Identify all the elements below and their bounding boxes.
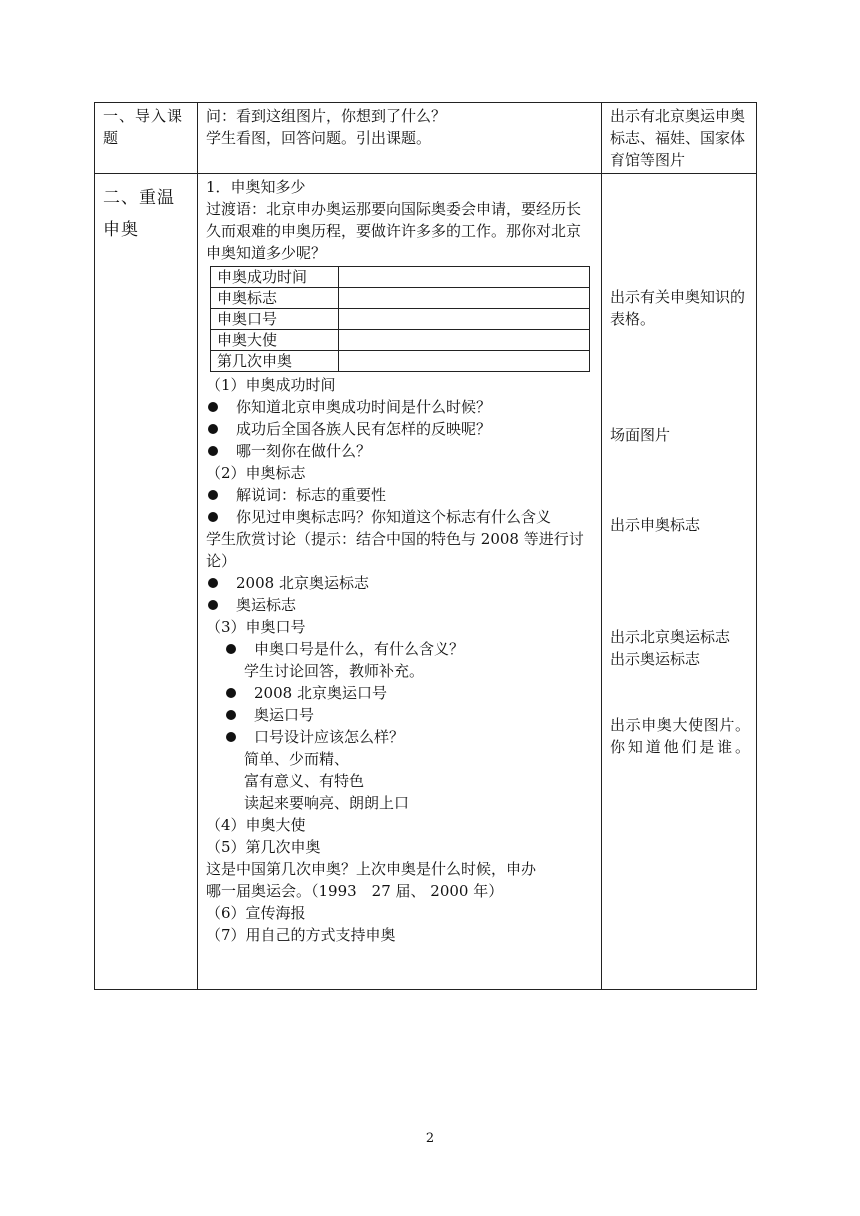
page-number: 2 xyxy=(425,1131,435,1146)
bullet-icon xyxy=(208,402,218,412)
table-cell: 申奥大使 xyxy=(211,330,339,351)
note-text: 出示申奥大使图片。你知道他们是谁。 xyxy=(610,716,750,756)
bullet-icon xyxy=(226,644,236,654)
content-cell xyxy=(198,174,602,990)
bullet-icon xyxy=(208,490,218,500)
intro-text: 过渡语：北京申办奥运那要向国际奥委会申请，要经历长久而艰难的申奥历程，要做许许多多的工作。那你对北京申奥知道多少呢？ xyxy=(206,200,582,262)
table-row xyxy=(211,351,590,372)
list-item xyxy=(206,484,595,506)
table-row xyxy=(211,330,590,351)
list-item xyxy=(206,594,595,616)
table-cell: 第几次申奥 xyxy=(211,351,339,372)
table-cell: 申奥口号 xyxy=(211,309,339,330)
note-text: 出示北京奥运标志 xyxy=(610,628,731,646)
discussion-text: 学生欣赏讨论（提示：结合中国的特色与 2008 等进行讨论） xyxy=(206,530,584,570)
section-cell xyxy=(95,103,198,174)
table-cell: 申奥标志 xyxy=(211,288,339,309)
bullet-icon xyxy=(208,446,218,456)
table-row xyxy=(95,174,757,990)
section-title: 二、重温 xyxy=(103,188,175,208)
table-cell xyxy=(339,288,590,309)
subheading: （7）用自己的方式支持申奥 xyxy=(206,926,396,944)
sub-text: 简单、少而精、 xyxy=(244,750,350,768)
table-row xyxy=(211,267,590,288)
list-item-text: 你见过申奥标志吗？你知道这个标志有什么含义 xyxy=(236,508,552,526)
subheading: （2）申奥标志 xyxy=(206,464,306,482)
table-cell xyxy=(339,267,590,288)
subheading: （3）申奥口号 xyxy=(206,618,306,636)
list-item-text: 你知道北京申奥成功时间是什么时候？ xyxy=(236,398,492,416)
content-line: 问：看到这组图片，你想到了什么？ xyxy=(206,107,447,125)
list-item xyxy=(206,638,595,660)
section-cell xyxy=(95,174,198,990)
sub-text: 学生讨论回答，教师补充。 xyxy=(244,662,425,680)
bullet-icon xyxy=(208,578,218,588)
list-item-text: 奥运标志 xyxy=(236,596,297,614)
table-row xyxy=(95,103,757,174)
list-item-text: 哪一刻你在做什么？ xyxy=(236,442,372,460)
list-item-text: 2008 北京奥运口号 xyxy=(254,684,387,702)
section-title: 申奥 xyxy=(103,220,139,240)
list-item xyxy=(206,418,595,440)
table-row xyxy=(211,288,590,309)
bullet-icon xyxy=(226,688,236,698)
bullet-icon xyxy=(208,512,218,522)
subheading: （5）第几次申奥 xyxy=(206,838,321,856)
list-item-text: 成功后全国各族人民有怎样的反映呢？ xyxy=(236,420,492,438)
lesson-plan-table xyxy=(94,102,757,990)
bullet-icon xyxy=(208,600,218,610)
list-item-text: 奥运口号 xyxy=(254,706,315,724)
table-cell xyxy=(339,330,590,351)
section-title: 一、导入课题 xyxy=(103,107,184,147)
list-item xyxy=(206,572,595,594)
subheading: （6）宣传海报 xyxy=(206,904,306,922)
content-line: 哪一届奥运会。（1993 27 届、 2000 年） xyxy=(206,882,504,900)
list-item-text: 2008 北京奥运标志 xyxy=(236,574,369,592)
list-item xyxy=(206,396,595,418)
sub-text: 读起来要响亮、朗朗上口 xyxy=(244,794,410,812)
heading: 1．申奥知多少 xyxy=(206,178,306,196)
note-text: 出示申奥标志 xyxy=(610,516,701,534)
note-cell xyxy=(602,103,757,174)
note-text: 出示有北京奥运申奥标志、福娃、国家体育馆等图片 xyxy=(610,107,746,169)
list-item-text: 申奥口号是什么，有什么含义？ xyxy=(254,640,465,658)
list-item xyxy=(206,682,595,704)
bullet-icon xyxy=(208,424,218,434)
note-text: 场面图片 xyxy=(610,426,671,444)
subheading: （1）申奥成功时间 xyxy=(206,376,336,394)
content-cell xyxy=(198,103,602,174)
knowledge-table xyxy=(210,266,590,372)
table-cell xyxy=(339,351,590,372)
list-item xyxy=(206,726,595,748)
list-item xyxy=(206,506,595,528)
table-row xyxy=(211,309,590,330)
note-text: 出示奥运标志 xyxy=(610,650,701,668)
table-cell: 申奥成功时间 xyxy=(211,267,339,288)
note-text: 出示有关申奥知识的表格。 xyxy=(610,288,746,328)
bullet-icon xyxy=(226,710,236,720)
list-item xyxy=(206,440,595,462)
bullet-icon xyxy=(226,732,236,742)
table-cell xyxy=(339,309,590,330)
content-line: 这是中国第几次申奥？上次申奥是什么时候，申办 xyxy=(206,860,537,878)
sub-text: 富有意义、有特色 xyxy=(244,772,365,790)
list-item xyxy=(206,704,595,726)
list-item-text: 口号设计应该怎么样？ xyxy=(254,728,405,746)
content-line: 学生看图，回答问题。引出课题。 xyxy=(206,129,432,147)
note-cell xyxy=(602,174,757,990)
list-item-text: 解说词：标志的重要性 xyxy=(236,486,387,504)
subheading: （4）申奥大使 xyxy=(206,816,306,834)
